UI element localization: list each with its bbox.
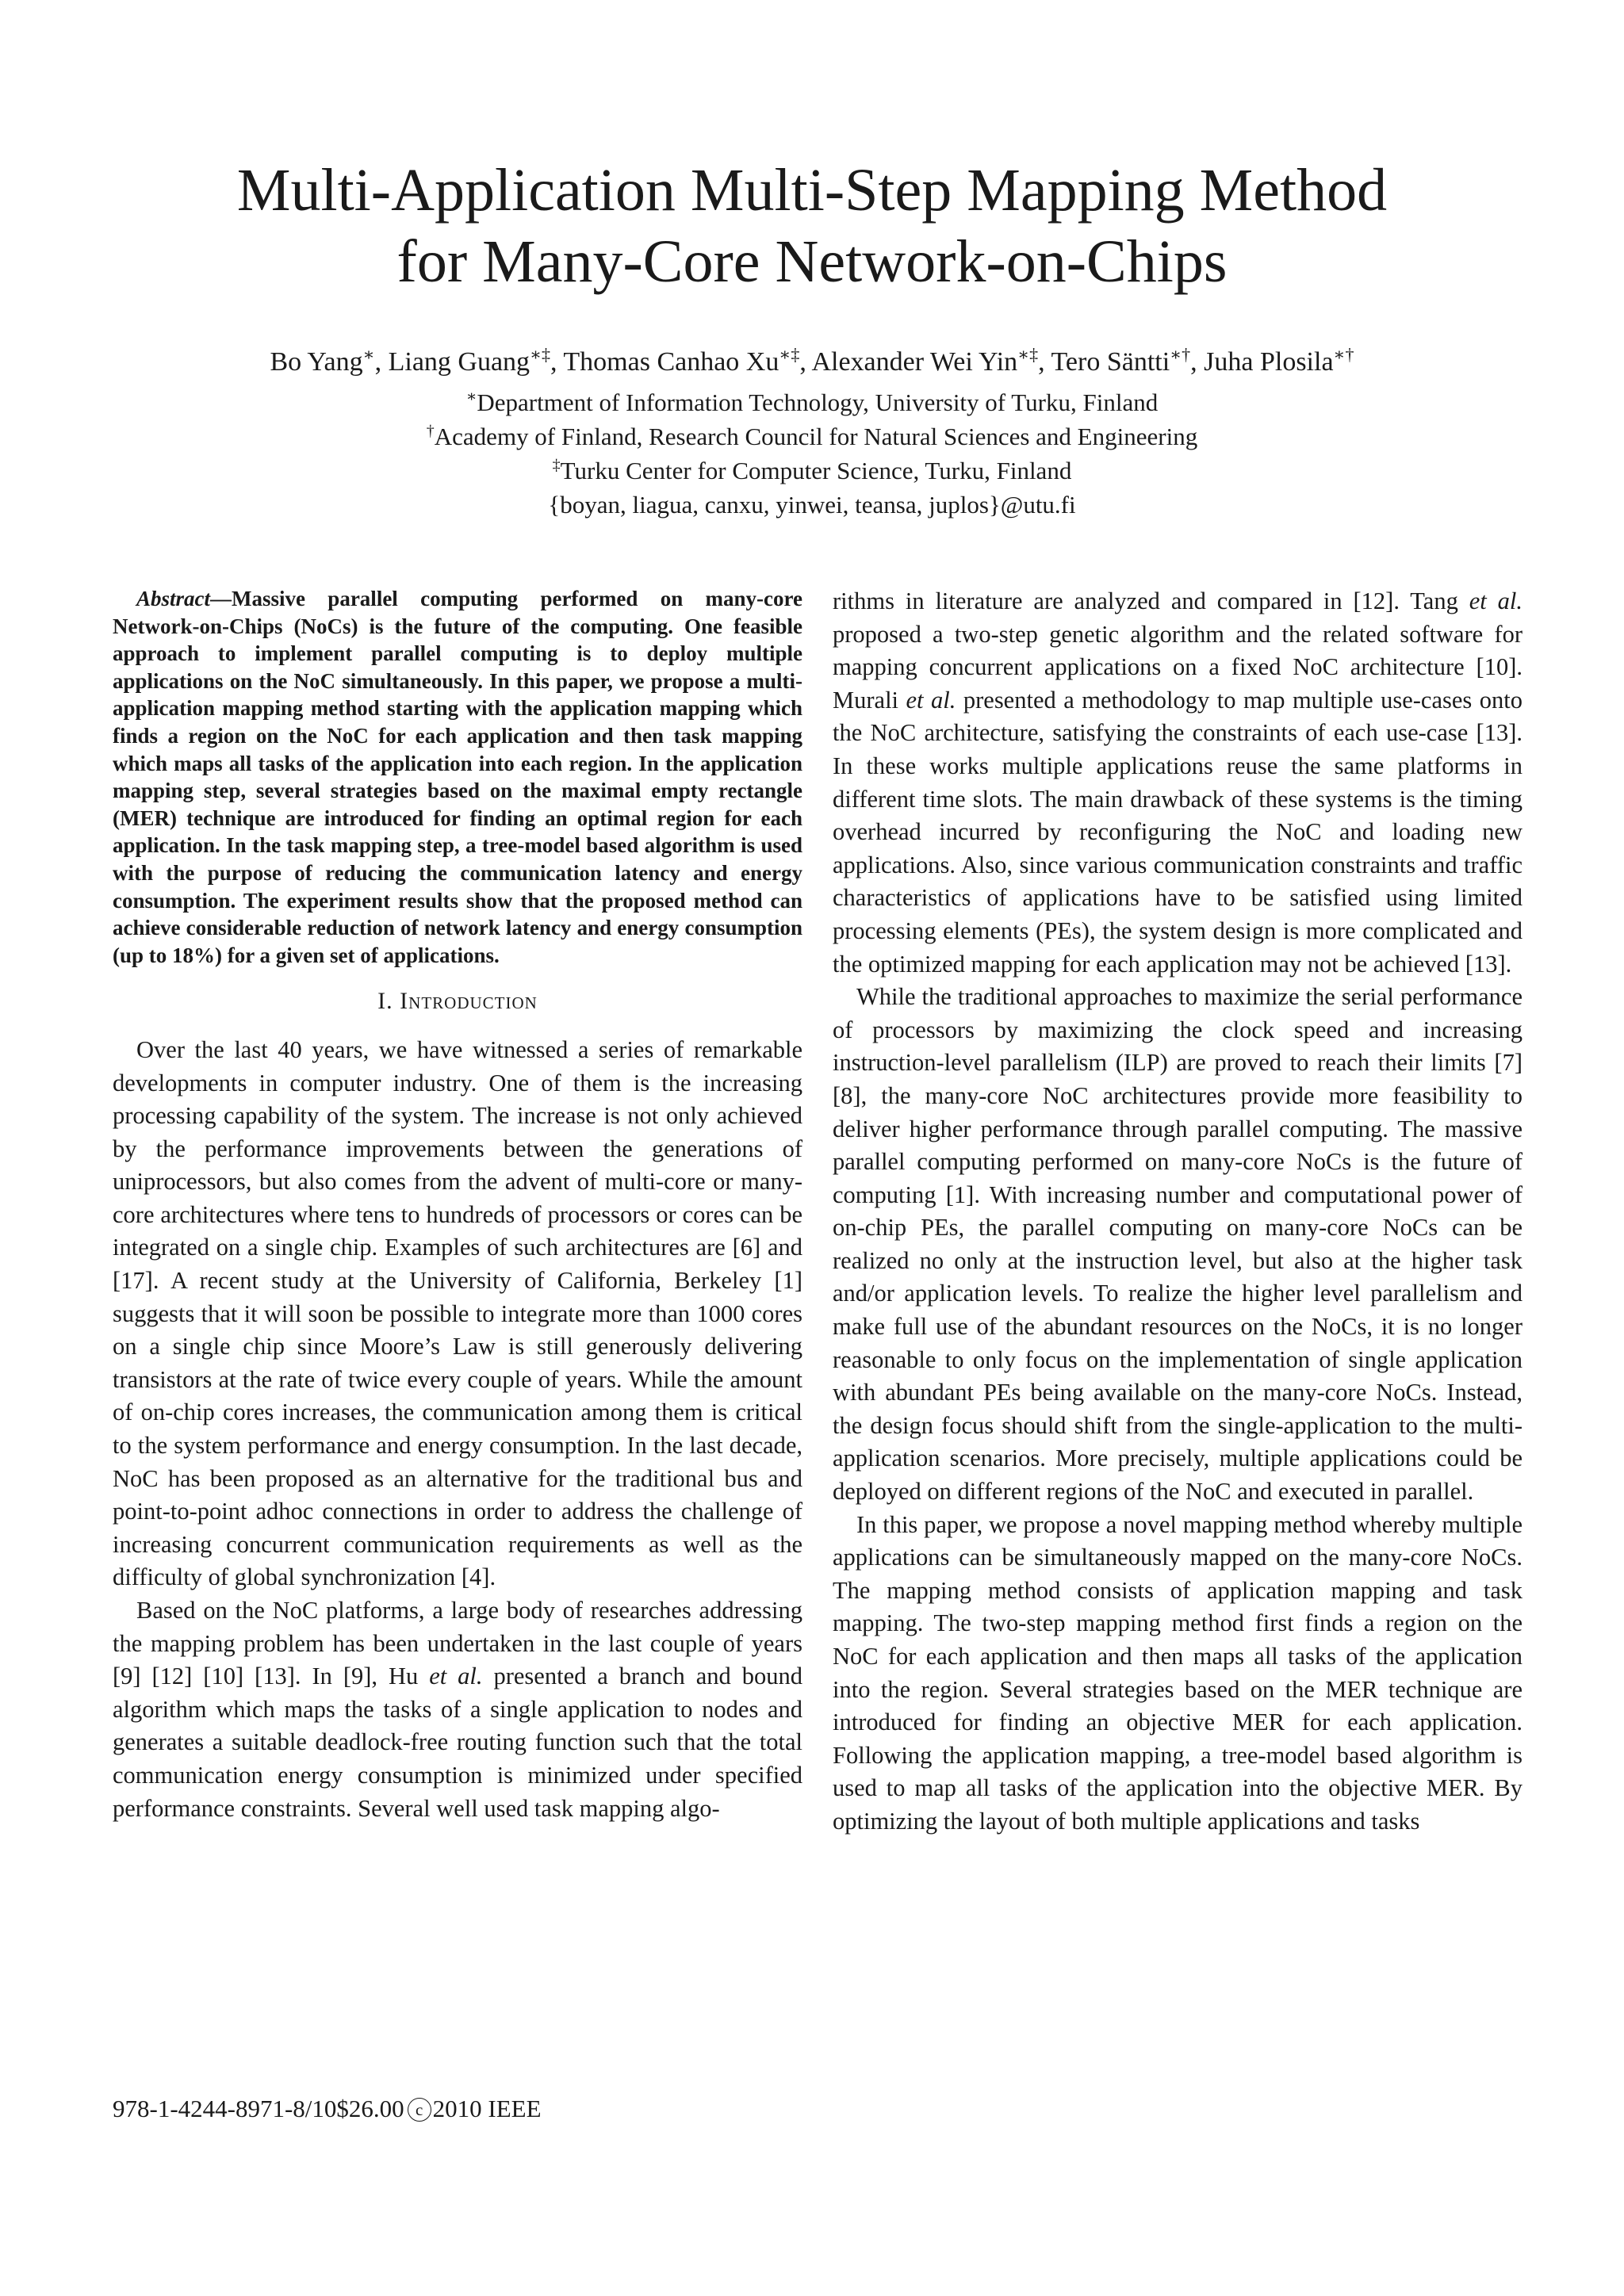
author-marks: ∗† — [1170, 344, 1191, 365]
copyright-icon: c — [408, 2098, 431, 2122]
intro-paragraph-4: While the traditional approaches to maximize the serial performance of processors by maximizing the clock speed and increasing instruction-level parallelism (ILP) are proved to reach their limits [7] [8], the many-core NoC architectures provide more feasibility to deliver higher performance through parallel computing. The massive parallel computing performed on many-core NoCs is the future of computing [1]. With increasing number and computational power of on-chip PEs, the parallel computing on many-core NoCs can be realized no only at the instruction level, but also at the higher task and/or application levels. To realize the higher level parallelism and make full use of the abundant resources on the NoCs, it is no longer reasonable to only focus on the implementation of single application with abundant PEs being available on the many-core NoCs. Instead, the design focus should shift from the single-application to the multi-application scenarios. More precisely, multiple applications could be deployed on different regions of the NoC and executed in parallel. — [833, 983, 1522, 1506]
et-al: et al. — [906, 686, 956, 714]
author-name: Alexander Wei Yin — [811, 347, 1018, 377]
affiliation-mark: ∗ — [465, 388, 477, 406]
author-name: Tero Säntti — [1051, 347, 1170, 377]
author-marks: ∗† — [1333, 344, 1354, 365]
left-column — [113, 585, 802, 1825]
text-run: presented a methodology to map multiple use-cases onto the NoC architecture, satisfying the constraints of each use-case [13]. In these works multiple applications reuse the same platforms in different time slots. The main drawback of these systems is the timing overhead incurred by reconfiguring the NoC and loading new applications. Also, since various communication constraints and traffic characteristics of applications have to be satisfied using limited processing elements (PEs), the system design is more complicated and the optimized mapping for each application may not be achieved [13]. — [833, 686, 1522, 978]
author-emails: {boyan, liagua, canxu, yinwei, teansa, juplos}@utu.fi — [548, 491, 1076, 519]
isbn-price: 978-1-4244-8971-8/10$26.00 — [113, 2095, 404, 2122]
section-heading-introduction — [113, 985, 802, 1018]
abstract-text: Massive parallel computing performed on many-core Network-on-Chips (NoCs) is the future of the computing. One feasible approach to implement parallel computing is to deploy multiple applications on the NoC simultaneously. In this paper, we propose a multi-application mapping method starting with the application mapping which finds a region on the NoC for each application and then task mapping which maps all tasks of the application into each region. In the application mapping step, several strategies based on the maximal empty rectangle (MER) technique are introduced for finding an optimal region for each application. In the task mapping step, a tree-model based algorithm is used with the purpose of reducing the communication latency and energy consumption. The experiment results show that the proposed method can achieve considerable reduction of network latency and energy consumption (up to 18%) for a given set of applications. — [113, 587, 802, 967]
right-column — [833, 585, 1522, 1839]
intro-paragraph-2 — [113, 1594, 802, 1825]
author-name: Juha Plosila — [1204, 347, 1334, 377]
affiliation — [79, 385, 1545, 419]
copyright-year: 2010 IEEE — [432, 2095, 542, 2122]
intro-paragraph-3 — [833, 585, 1522, 981]
affiliation-text: Department of Information Technology, University of Turku, Finland — [477, 388, 1159, 416]
author-marks: ∗‡ — [779, 344, 800, 365]
et-al: et al. — [429, 1663, 483, 1690]
text-run: presented a branch and bound algorithm which maps the tasks of a single application to nodes and generates a suitable deadlock-free routing function such that the total communication energy consumption is minimized under specified performance constraints. Several well used task mapping algo- — [113, 1663, 802, 1822]
text-run: Based on the NoC platforms, a large body of researches addressing the mapping problem has been undertaken in the last couple of years [9] [12] [10] [13]. In [9], Hu — [113, 1597, 802, 1690]
paper-title — [79, 155, 1545, 297]
author-marks: ∗ — [362, 344, 375, 365]
affiliation — [79, 419, 1545, 453]
copyright-footer — [113, 2093, 542, 2125]
intro-paragraph-5: In this paper, we propose a novel mapping method whereby multiple applications can be simultaneously mapped on the many-core NoCs. The mapping method consists of application mapping and task mapping. The two-step mapping method first finds a region on the NoC for each application and then maps all tasks of the application into the region. Several strategies based on the MER technique are introduced for finding an objective MER for each application. Following the application mapping, a tree-model based algorithm is used to map all tasks of the application into the objective MER. By optimizing the layout of both multiple applications and tasks — [833, 1510, 1522, 1835]
title-line-1: Multi-Application Multi-Step Mapping Method — [236, 157, 1388, 224]
affiliation-mark: ‡ — [552, 456, 561, 474]
abstract-dash: — — [210, 587, 232, 610]
author-marks: ∗‡ — [530, 344, 551, 365]
author-list: Bo Yang∗, Liang Guang∗‡, Thomas Canhao Xu∗‡, Alexander Wei Yin∗‡, Tero Säntti∗†, Juha Plosila∗† — [270, 344, 1354, 377]
et-al: et al. — [1469, 587, 1522, 614]
affiliation-list — [79, 385, 1545, 522]
affiliation-text: Academy of Finland, Research Council for Natural Sciences and Engineering — [434, 423, 1198, 450]
author-marks: ∗‡ — [1017, 344, 1039, 365]
text-run: rithms in literature are analyzed and compared in [12]. Tang — [833, 587, 1469, 614]
author-name: Thomas Canhao Xu — [563, 347, 779, 377]
section-number: I. — [377, 988, 393, 1015]
affiliation-mark: † — [426, 422, 435, 440]
author-name: Liang Guang — [388, 347, 530, 377]
affiliation-text: Turku Center for Computer Science, Turku, Finland — [560, 457, 1072, 484]
text-run: proposed a two-step genetic algorithm and the related software for mapping concurrent applications on a fixed NoC architecture [10]. Murali — [833, 620, 1522, 714]
abstract-label: Abstract — [136, 587, 211, 610]
abstract — [113, 585, 802, 969]
affiliation — [79, 453, 1545, 488]
intro-paragraph-1: Over the last 40 years, we have witnessed a series of remarkable developments in computer industry. One of them is the increasing processing capability of the system. The increase is not only achieved by the performance improvements between the generations of uniprocessors, but also comes from the advent of multi-core or many-core architectures where tens to hundreds of processors or cores can be integrated on a single chip. Examples of such architectures are [6] and [17]. A recent study at the University of California, Berkeley [1] suggests that it will soon be possible to integrate more than 1000 cores on a single chip since Moore’s Law is still generously delivering transistors at the rate of twice every couple of years. While the amount of on-chip cores increases, the communication among them is critical to the system performance and energy consumption. In the last decade, NoC has been proposed as an alternative for the traditional bus and point-to-point adhoc connections in order to address the challenge of increasing concurrent communication requirements as well as the difficulty of global synchronization [4]. — [113, 1035, 802, 1591]
title-line-2: for Many-Core Network-on-Chips — [396, 228, 1228, 295]
section-title: Introduction — [400, 988, 538, 1015]
author-name: Bo Yang — [270, 347, 363, 377]
